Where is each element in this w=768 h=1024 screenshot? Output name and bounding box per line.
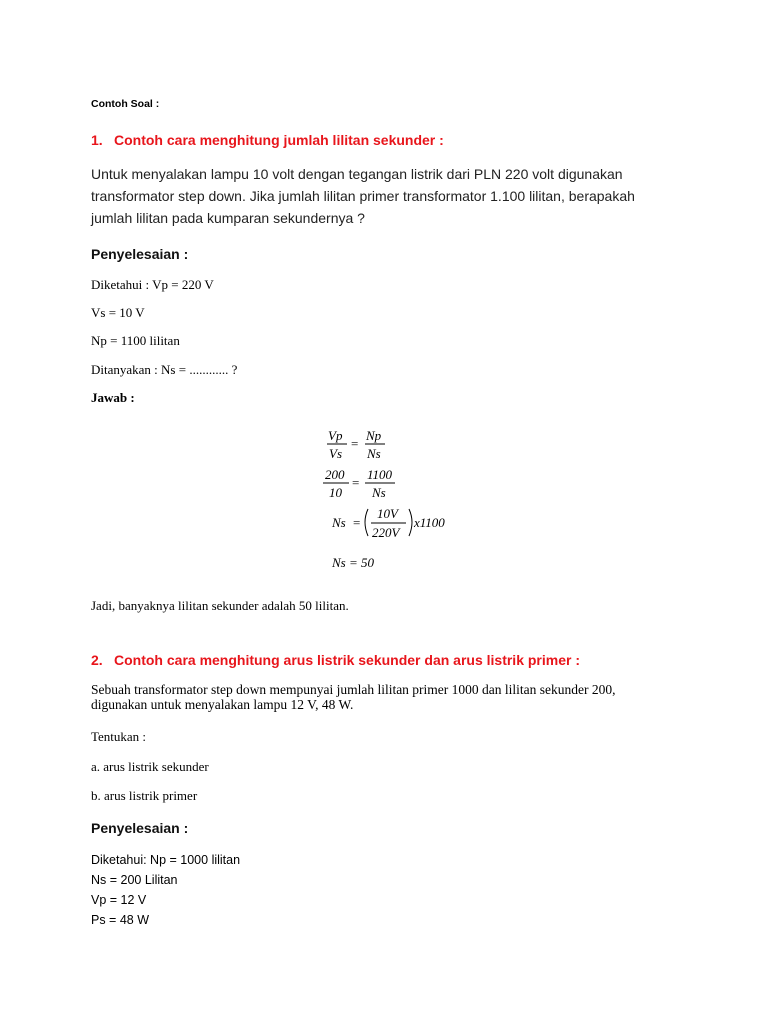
problem-1-question-line-1: Untuk menyalakan lampu 10 volt dengan tegangan listrik dari PLN 220 volt digunakan	[91, 166, 623, 182]
problem-2-given-ps: Ps = 48 W	[91, 913, 150, 927]
formula-r3-den: 220V	[372, 525, 400, 540]
transformer-formula	[318, 422, 478, 582]
document-label: Contoh Soal :	[91, 98, 160, 110]
formula-r2-left-num: 200	[325, 467, 345, 482]
problem-1-solution-heading: Penyelesaian :	[91, 246, 189, 262]
formula-r1-equals: =	[351, 436, 359, 451]
problem-2-task-a: a. arus listrik sekunder	[91, 759, 209, 774]
problem-1-given-vs: Vs = 10 V	[91, 305, 145, 320]
formula-r2-right-num: 1100	[367, 467, 393, 482]
formula-result: Ns = 50	[332, 555, 375, 570]
problem-2-title: Contoh cara menghitung arus listrik sekunder dan arus listrik primer :	[114, 652, 580, 668]
formula-r2-right-den: Ns	[372, 485, 386, 500]
problem-2-given-vp: Vp = 12 V	[91, 893, 147, 907]
problem-2-determine-label: Tentukan :	[91, 729, 147, 744]
problem-1-given-np: Np = 1100 lilitan	[91, 333, 180, 348]
problem-1-title: Contoh cara menghitung jumlah lilitan sekunder :	[114, 132, 444, 148]
problem-2-question-line-2: digunakan untuk menyalakan lampu 12 V, 48 W.	[91, 697, 354, 712]
problem-1-number: 1.	[91, 132, 103, 148]
problem-1-asked: Ditanyakan : Ns = ............ ?	[91, 362, 238, 377]
problem-1-question-line-3: jumlah lilitan pada kumparan sekundernya ?	[91, 210, 365, 226]
formula-r1-left-num: Vp	[328, 428, 343, 443]
formula-r3-lhs: Ns	[332, 515, 346, 530]
left-paren	[365, 509, 368, 536]
problem-1-given-vp: Diketahui : Vp = 220 V	[91, 277, 214, 292]
problem-2-given-np: Diketahui: Np = 1000 lilitan	[91, 853, 241, 867]
formula-r2-equals: =	[352, 475, 360, 490]
formula-r3-mult: x1100	[414, 515, 445, 530]
problem-2-question-line-1: Sebuah transformator step down mempunyai jumlah lilitan primer 1000 dan lilitan sekunder 200,	[91, 682, 616, 697]
formula-r1-right-num: Np	[366, 428, 382, 443]
problem-2-solution-heading: Penyelesaian :	[91, 820, 189, 836]
formula-r3-equals: =	[353, 515, 361, 530]
formula-r1-right-den: Ns	[367, 446, 381, 461]
problem-2-given-ns: Ns = 200 Lilitan	[91, 873, 178, 887]
problem-2-task-b: b. arus listrik primer	[91, 788, 198, 803]
formula-r3-num: 10V	[377, 506, 398, 521]
formula-r1-left-den: Vs	[329, 446, 342, 461]
problem-1-heading	[91, 132, 444, 148]
problem-2-heading	[91, 652, 580, 668]
problem-1-answer-label: Jawab :	[91, 390, 135, 405]
problem-1-question-line-2: transformator step down. Jika jumlah lilitan primer transformator 1.100 lilitan, berapakah	[91, 188, 635, 204]
problem-2-number: 2.	[91, 652, 103, 668]
right-paren	[409, 509, 412, 536]
problem-1-conclusion: Jadi, banyaknya lilitan sekunder adalah 50 lilitan.	[91, 598, 349, 613]
formula-r2-left-den: 10	[329, 485, 342, 500]
